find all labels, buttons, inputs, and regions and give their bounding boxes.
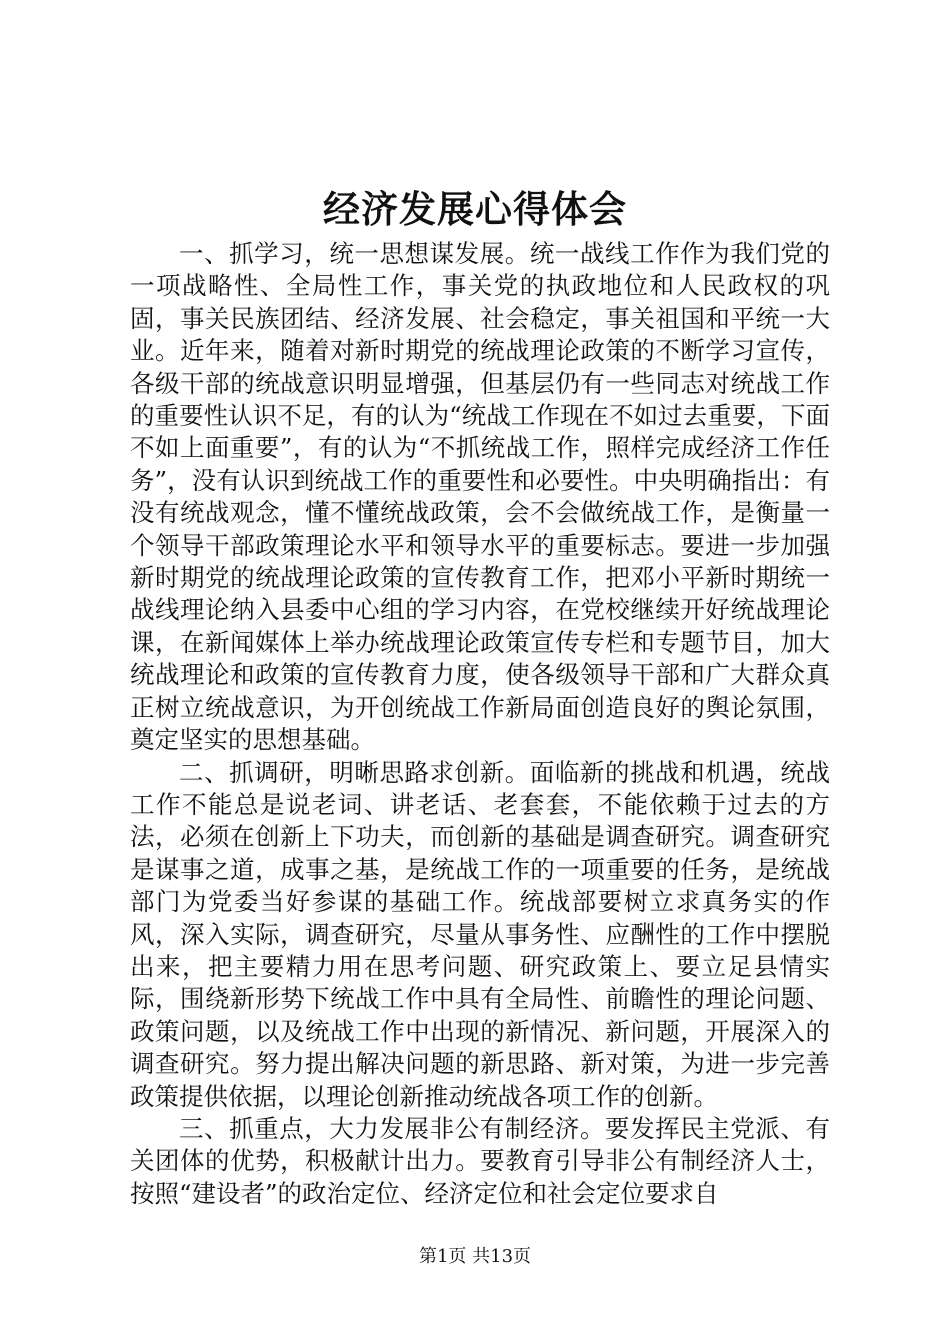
paragraph-3: 三、抓重点，大力发展非公有制经济。要发挥民主党派、有关团体的优势，积极献计出力。要教育引导非公有制经济人士，按照“建设者”的政治定位、经济定位和社会定位要求自 <box>130 1113 830 1208</box>
document-title: 经济发展心得体会 <box>323 187 627 231</box>
paragraph-1: 一、抓学习，统一思想谋发展。统一战线工作作为我们党的一项战略性、全局性工作，事关党的执政地位和人民政权的巩固，事关民族团结、经济发展、社会稳定，事关祖国和平统一大业。近年来，随着对新时期党的统战理论政策的不断学习宣传，各级干部的统战意识明显增强，但基层仍有一些同志对统战工作的重要性认识不足，有的认为“统战工作现在不如过去重要，下面不如上面重要”，有的认为“不抓统战工作，照样完成经济工作任务”，没有认识到统战工作的重要性和必要性。中央明确指出：有没有统战观念，懂不懂统战政策，会不会做统战工作，是衡量一个领导干部政策理论水平和领导水平的重要标志。要进一步加强新时期党的统战理论政策的宣传教育工作，把邓小平新时期统一战线理论纳入县委中心组的学习内容，在党校继续开好统战理论课，在新闻媒体上举办统战理论政策宣传专栏和专题节目，加大统战理论和政策的宣传教育力度，使各级领导干部和广大群众真正树立统战意识，为开创统战工作新局面创造良好的舆论氛围，奠定坚实的思想基础。 <box>130 239 830 755</box>
paragraph-2: 二、抓调研，明晰思路求创新。面临新的挑战和机遇，统战工作不能总是说老词、讲老话、老套套，不能依赖于过去的方法，必须在创新上下功夫，而创新的基础是调查研究。调查研究是谋事之道，成事之基，是统战工作的一项重要的任务，是统战部门为党委当好参谋的基础工作。统战部要树立求真务实的作风，深入实际，调查研究，尽量从事务性、应酬性的工作中摆脱出来，把主要精力用在思考问题、研究政策上、要立足县情实际，围绕新形势下统战工作中具有全局性、前瞻性的理论问题、政策问题，以及统战工作中出现的新情况、新问题，开展深入的调查研究。努力提出解决问题的新思路、新对策，为进一步完善政策提供依据，以理论创新推动统战各项工作的创新。 <box>130 757 830 1111</box>
page-footer: 第1页 共13页 <box>418 1246 532 1267</box>
document-body <box>130 238 830 1210</box>
